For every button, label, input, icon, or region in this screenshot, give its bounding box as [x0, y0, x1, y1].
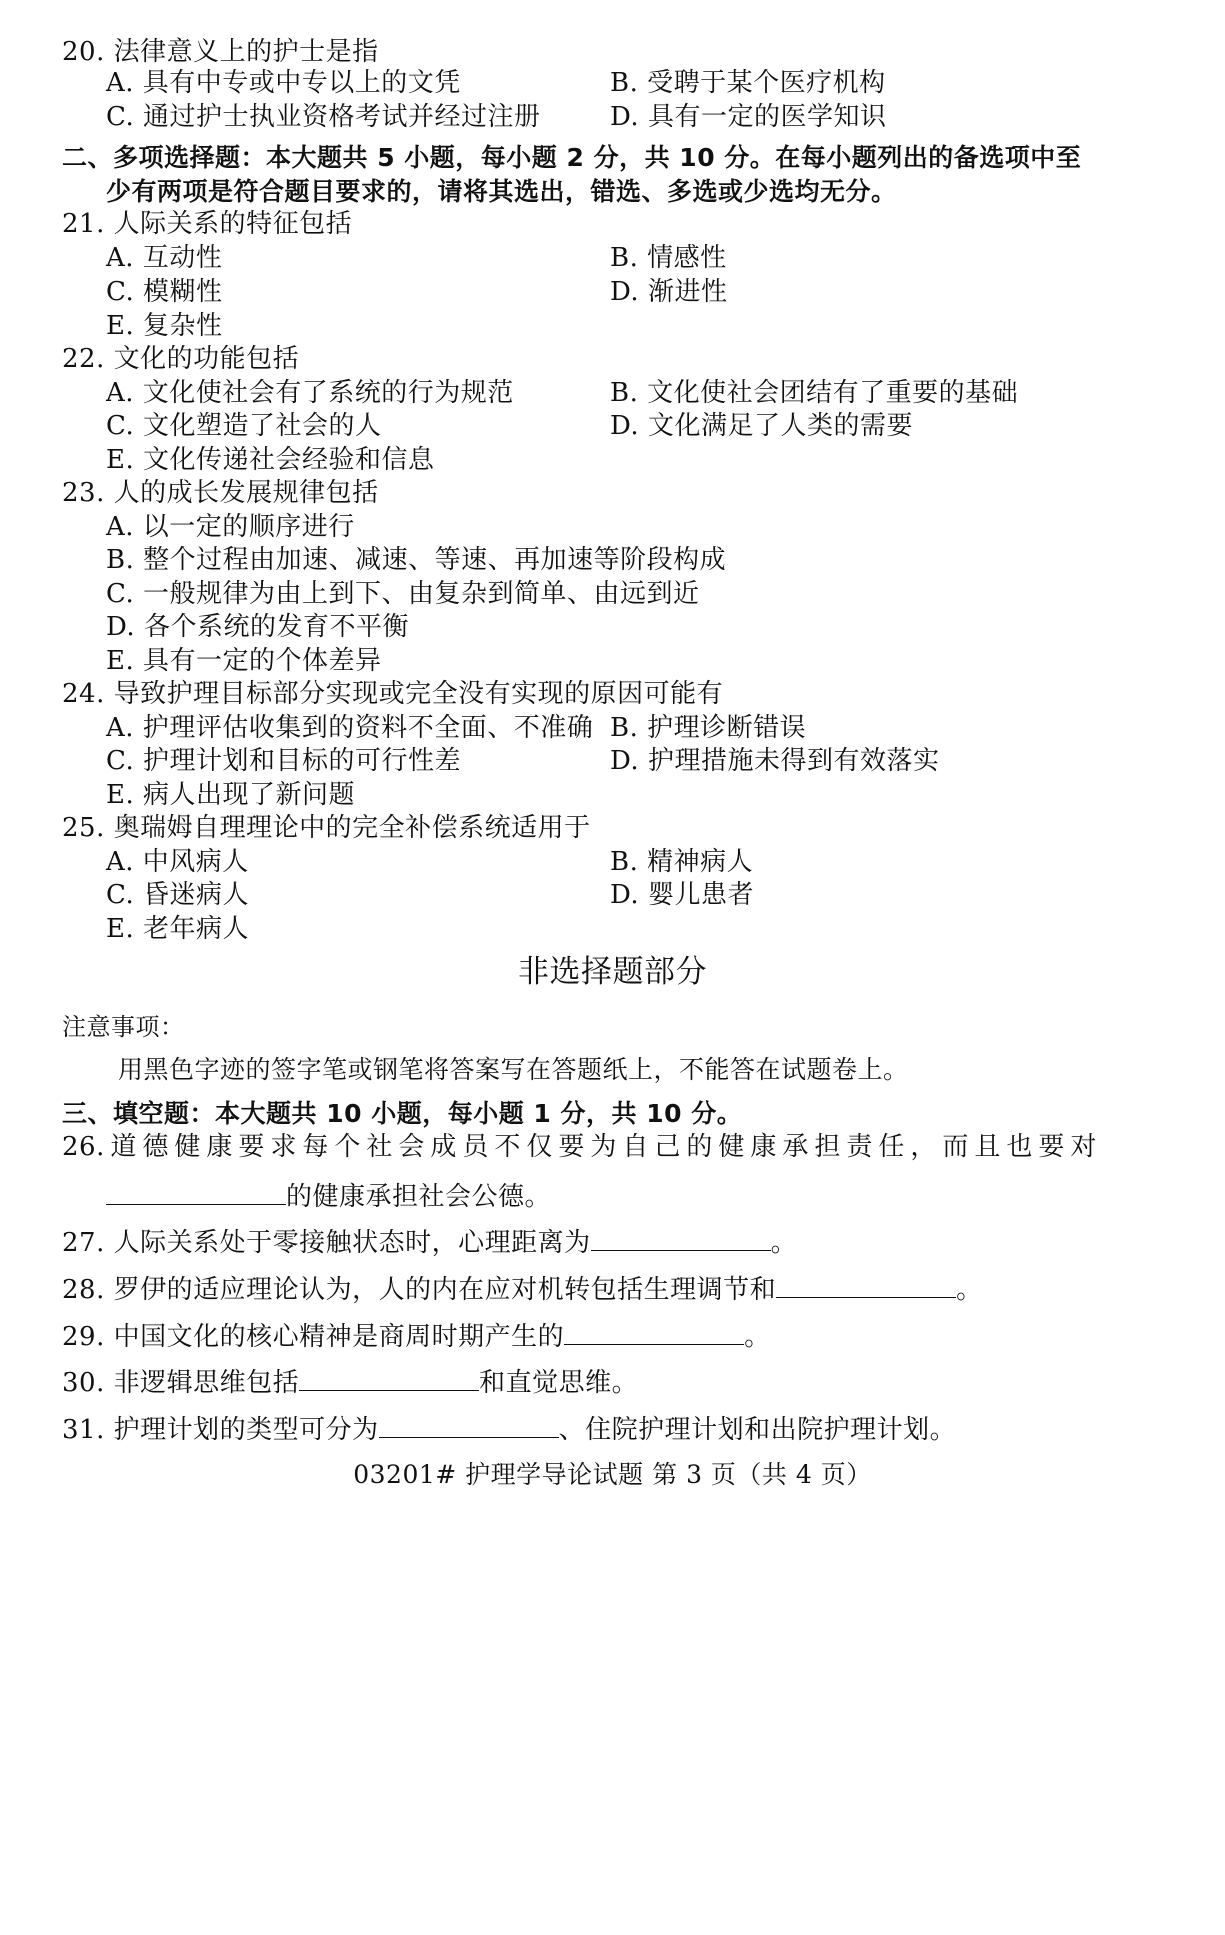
q26-char: 对 — [1070, 1132, 1097, 1162]
question-21-option-d: D. 渐进性 — [610, 277, 728, 307]
q26-char: 己 — [654, 1132, 681, 1162]
question-24-option-c: C. 护理计划和目标的可行性差 — [106, 746, 461, 776]
question-23-option-d: D. 各个系统的发育不平衡 — [106, 612, 409, 642]
question-26-stem — [62, 1130, 1097, 1164]
question-29-stem: 29. 中国文化的核心精神是商周时期产生的 — [62, 1322, 565, 1352]
q26-char: 德 — [142, 1132, 169, 1162]
question-20-stem: 20. 法律意义上的护士是指 — [62, 37, 379, 67]
question-28-end: 。 — [956, 1275, 983, 1305]
question-27 — [62, 1224, 797, 1260]
answer-blank[interactable] — [106, 1178, 286, 1205]
question-30-stem: 30. 非逻辑思维包括 — [62, 1368, 300, 1398]
question-21-stem: 21. 人际关系的特征包括 — [62, 209, 353, 239]
question-30-end: 和直觉思维。 — [479, 1368, 639, 1398]
question-23-option-b: B. 整个过程由加速、减速、等速、再加速等阶段构成 — [106, 545, 727, 575]
q26-char: 康 — [750, 1132, 777, 1162]
question-29-end: 。 — [744, 1322, 771, 1352]
question-20-option-a: A. 具有中专或中专以上的文凭 — [106, 68, 461, 98]
q26-char: 自 — [622, 1132, 649, 1162]
question-27-end: 。 — [770, 1228, 798, 1258]
q26-char: 要 — [1038, 1132, 1065, 1162]
question-26-cont — [106, 1178, 551, 1214]
q26-char: 会 — [398, 1132, 425, 1162]
question-22-stem: 22. 文化的功能包括 — [62, 344, 300, 374]
notice-body: 用黑色字迹的签字笔或钢笔将答案写在答题纸上，不能答在试题卷上。 — [118, 1055, 909, 1084]
question-20-option-c: C. 通过护士执业资格考试并经过注册 — [106, 102, 541, 132]
question-27-stem: 27. 人际关系处于零接触状态时，心理距离为 — [62, 1228, 591, 1258]
q26-char: 员 — [462, 1132, 489, 1162]
page-footer: 03201# 护理学导论试题 第 3 页（共 4 页） — [353, 1460, 872, 1489]
question-25-option-d: D. 婴儿患者 — [610, 880, 754, 910]
q26-char: 也 — [1006, 1132, 1033, 1162]
question-21-option-c: C. 模糊性 — [106, 277, 223, 307]
question-25-option-a: A. 中风病人 — [106, 847, 249, 877]
question-26-cont-text: 的健康承担社会公德。 — [286, 1182, 552, 1212]
answer-blank[interactable] — [379, 1411, 559, 1438]
question-28-stem: 28. 罗伊的适应理论认为，人的内在应对机转包括生理调节和 — [62, 1275, 777, 1305]
question-28 — [62, 1271, 983, 1307]
question-31 — [62, 1411, 956, 1447]
question-29 — [62, 1318, 771, 1354]
q26-char: 仅 — [526, 1132, 553, 1162]
question-20-option-d: D. 具有一定的医学知识 — [610, 102, 887, 132]
q26-char: 责 — [846, 1132, 873, 1162]
question-22-option-a: A. 文化使社会有了系统的行为规范 — [106, 378, 514, 408]
q26-char: 社 — [366, 1132, 393, 1162]
q26-char: 的 — [686, 1132, 713, 1162]
question-31-stem: 31. 护理计划的类型可分为 — [62, 1415, 379, 1445]
q26-char: 任 — [878, 1132, 905, 1162]
answer-blank[interactable] — [299, 1364, 479, 1391]
q26-char: 康 — [206, 1132, 233, 1162]
question-23-option-a: A. 以一定的顺序进行 — [106, 512, 355, 542]
part-2-title: 非选择题部分 — [518, 954, 707, 990]
question-25-stem: 25. 奥瑞姆自理理论中的完全补偿系统适用于 — [62, 813, 591, 843]
q26-char: 成 — [430, 1132, 457, 1162]
q26-char: 而 — [942, 1132, 969, 1162]
q26-char: 要 — [558, 1132, 585, 1162]
question-23-option-c: C. 一般规律为由上到下、由复杂到简单、由远到近 — [106, 579, 700, 609]
question-24-option-a: A. 护理评估收集到的资料不全面、不准确 — [106, 713, 594, 743]
question-22-option-c: C. 文化塑造了社会的人 — [106, 411, 382, 441]
question-30 — [62, 1364, 638, 1400]
q26-char: ， — [910, 1132, 937, 1162]
q26-char: 道 — [110, 1132, 137, 1162]
q26-char: 不 — [494, 1132, 521, 1162]
notice-heading: 注意事项： — [62, 1013, 185, 1041]
q26-char: 健 — [174, 1132, 201, 1162]
question-21-option-e: E. 复杂性 — [106, 311, 223, 341]
answer-blank[interactable] — [591, 1224, 771, 1251]
question-25-option-c: C. 昏迷病人 — [106, 880, 249, 910]
section-3-heading: 三、填空题：本大题共 10 小题，每小题 1 分，共 10 分。 — [62, 1099, 743, 1128]
question-24-option-e: E. 病人出现了新问题 — [106, 780, 356, 810]
q26-char: 且 — [974, 1132, 1001, 1162]
question-22-option-b: B. 文化使社会团结有了重要的基础 — [610, 378, 1019, 408]
question-25-option-b: B. 精神病人 — [610, 847, 754, 877]
answer-blank[interactable] — [776, 1271, 956, 1298]
q26-char: 要 — [238, 1132, 265, 1162]
question-23-stem: 23. 人的成长发展规律包括 — [62, 478, 379, 508]
section-2-heading-cont: 少有两项是符合题目要求的，请将其选出，错选、多选或少选均无分。 — [106, 177, 897, 206]
question-24-option-d: D. 护理措施未得到有效落实 — [610, 746, 940, 776]
question-24-option-b: B. 护理诊断错误 — [610, 713, 807, 743]
question-20-option-b: B. 受聘于某个医疗机构 — [610, 68, 886, 98]
q26-char: 为 — [590, 1132, 617, 1162]
q26-char: 26. — [62, 1132, 105, 1162]
q26-char: 求 — [270, 1132, 297, 1162]
answer-blank[interactable] — [564, 1318, 744, 1345]
question-21-option-a: A. 互动性 — [106, 243, 223, 273]
question-24-stem: 24. 导致护理目标部分实现或完全没有实现的原因可能有 — [62, 679, 724, 709]
q26-char: 个 — [334, 1132, 361, 1162]
q26-char: 每 — [302, 1132, 329, 1162]
question-22-option-e: E. 文化传递社会经验和信息 — [106, 445, 435, 475]
question-31-end: 、住院护理计划和出院护理计划。 — [558, 1415, 957, 1445]
question-22-option-d: D. 文化满足了人类的需要 — [610, 411, 913, 441]
question-25-option-e: E. 老年病人 — [106, 914, 250, 944]
question-21-option-b: B. 情感性 — [610, 243, 727, 273]
section-2-heading: 二、多项选择题：本大题共 5 小题，每小题 2 分，共 10 分。在每小题列出的备选项中至 — [62, 143, 1082, 172]
q26-char: 健 — [718, 1132, 745, 1162]
question-23-option-e: E. 具有一定的个体差异 — [106, 646, 382, 676]
q26-char: 担 — [814, 1132, 841, 1162]
q26-char: 承 — [782, 1132, 809, 1162]
